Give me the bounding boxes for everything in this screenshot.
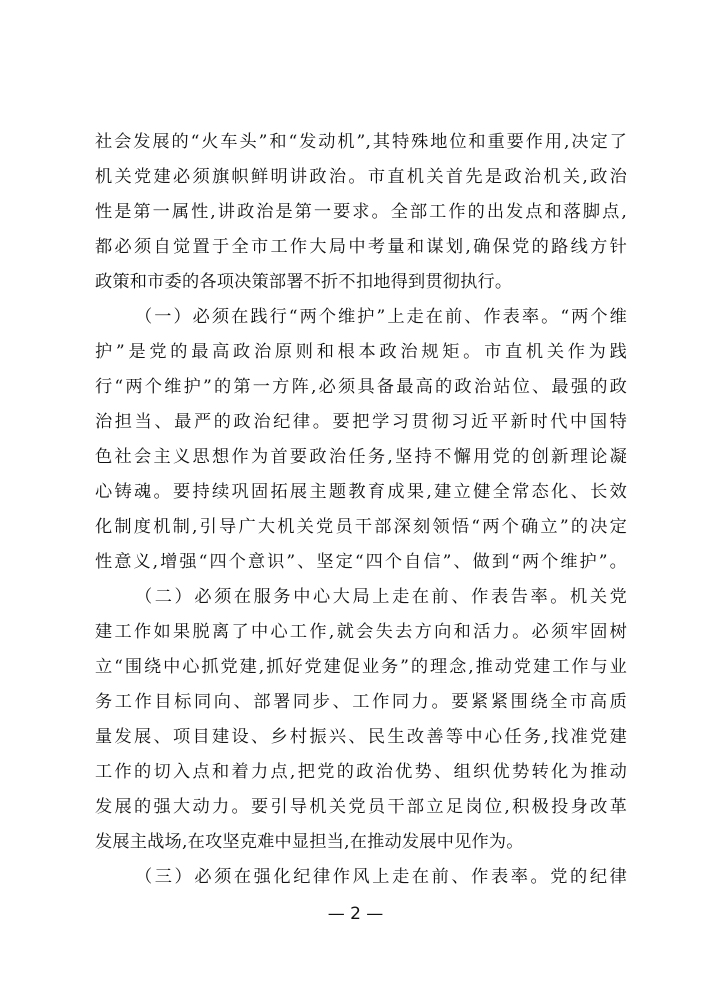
text-line: 机关党建必须旗帜鲜明讲政治。市直机关首先是政治机关,政治 (95, 167, 627, 187)
text-line: 社会发展的“火车头”和“发动机”,其特殊地位和重要作用,决定了 (95, 132, 627, 152)
text-line: 务工作目标同向、部署同步、工作同力。要紧紧围绕全市高质 (95, 692, 627, 712)
text-line: 政策和市委的各项决策部署不折不扣地得到贯彻执行。 (95, 272, 513, 292)
text-line: 立“围绕中心抓党建,抓好党建促业务”的理念,推动党建工作与业 (95, 657, 627, 677)
text-line: 发展的强大动力。要引导机关党员干部立足岗位,积极投身改革 (95, 797, 627, 817)
text-line: 治担当、最严的政治纪律。要把学习贯彻习近平新时代中国特 (95, 412, 627, 432)
text-line: 心铸魂。要持续巩固拓展主题教育成果,建立健全常态化、长效 (95, 482, 627, 502)
text-line: 行“两个维护”的第一方阵,必须具备最高的政治站位、最强的政 (95, 377, 627, 397)
text-line: 护”是党的最高政治原则和根本政治规矩。市直机关作为践 (95, 342, 627, 362)
page-number: — 2 — (327, 904, 384, 924)
text-line: 色社会主义思想作为首要政治任务,坚持不懈用党的创新理论凝 (95, 447, 627, 467)
text-line: 性意义,增强“四个意识”、坚定“四个自信”、做到“两个维护”。 (95, 552, 627, 572)
section-heading-line: （三）必须在强化纪律作风上走在前、作表率。党的纪律 (135, 867, 627, 887)
text-line: 工作的切入点和着力点,把党的政治优势、组织优势转化为推动 (95, 762, 627, 782)
text-line: 量发展、项目建设、乡村振兴、民生改善等中心任务,找准党建 (95, 727, 627, 747)
section-heading-line: （一）必须在践行“两个维护”上走在前、作表率。“两个维 (135, 307, 627, 327)
text-line: 建工作如果脱离了中心工作,就会失去方向和活力。必须牢固树 (95, 622, 627, 642)
section-heading-line: （二）必须在服务中心大局上走在前、作表告率。机关党 (135, 587, 627, 607)
text-line: 都必须自觉置于全市工作大局中考量和谋划,确保党的路线方针 (95, 237, 627, 257)
text-line: 发展主战场,在攻坚克难中显担当,在推动发展中见作为。 (95, 832, 524, 852)
text-line: 化制度机制,引导广大机关党员干部深刻领悟“两个确立”的决定 (95, 517, 627, 537)
text-line: 性是第一属性,讲政治是第一要求。全部工作的出发点和落脚点, (95, 202, 627, 222)
